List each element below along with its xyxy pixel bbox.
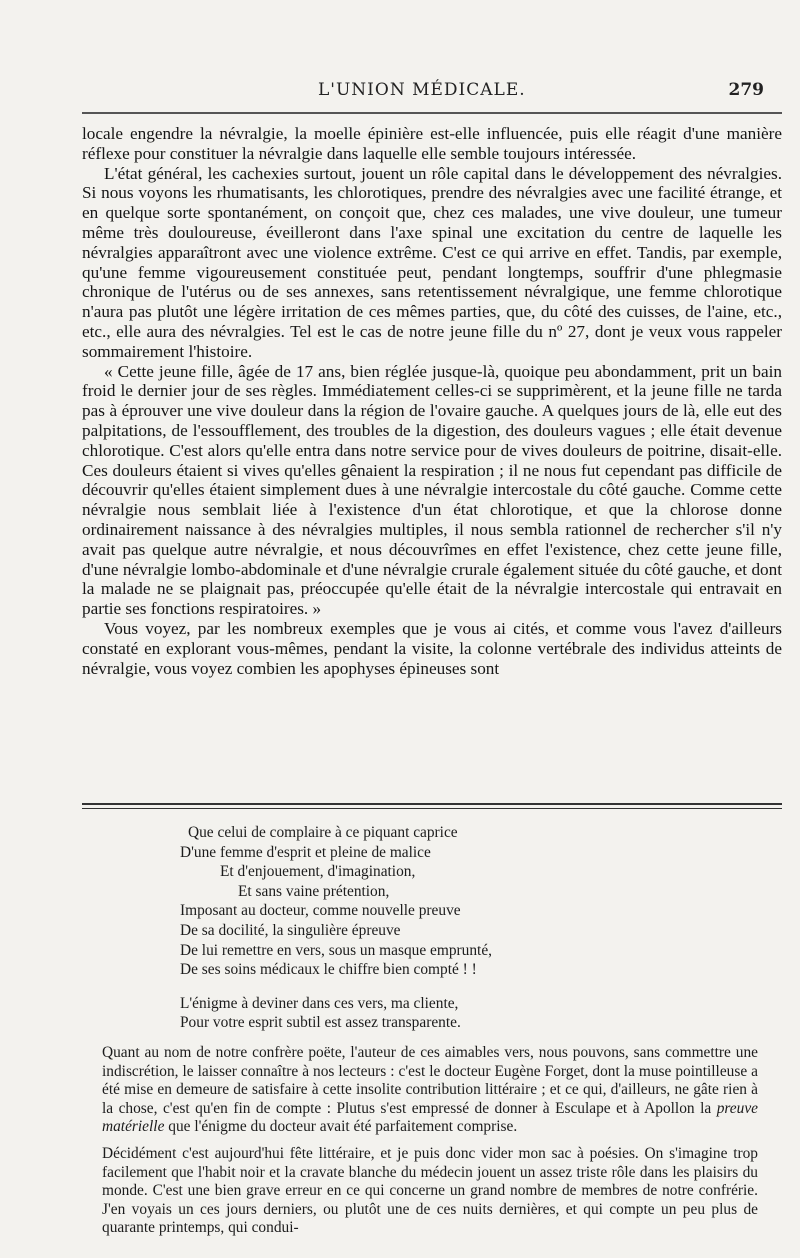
paragraph: Décidément c'est aujourd'hui fête littéraire, et je puis donc vider mon sac à poésies. On s'imagine trop facilement que l'habit noir et la cravate blanche du médecin jouent un assez triste rôle dans les plaisirs du monde. C'est une bien grave erreur en ce qui concerne un grand nombre de membres de notre confrérie. J'en voyais un ces jours derniers, ou plutôt une de ces nuits dernières, et qui compte un peu plus de quarante printemps, qui condui- [102, 1144, 758, 1237]
poem-line: De lui remettre en vers, sous un masque emprunté, [180, 941, 492, 959]
poem-line: De ses soins médicaux le chiffre bien compté ! ! [180, 961, 477, 979]
poem-line: Que celui de complaire à ce piquant caprice [188, 824, 458, 841]
text-run: Quant au nom de notre confrère poëte, l'auteur de ces aimables vers, nous pouvons, sans commettre une indiscrétion, le laisser connaître à nos lecteurs : c'est le docteur Eugène Forget, dont la muse pointilleuse a été mise en demeure de satisfaire à cette insolite contribution littéraire ; et ce qui, d'ailleurs, ne gâte rien à la chose, c'est qu'en fin de compte : Plutus s'est empressé de donner à Esculape et à Apollon la [102, 1044, 758, 1117]
main-text-column [82, 124, 782, 678]
header-rule [82, 112, 782, 114]
paragraph: « Cette jeune fille, âgée de 17 ans, bien réglée jusque-là, quoique peu abondamment, prit un bain froid le dernier jour de ses règles. Immédiatement celles-ci se supprimèrent, et la jeune fille ne tarda pas à éprouver une vive douleur dans la région de l'ovaire gauche. A quelques jours de là, elle eut des palpitations, de l'essoufflement, des troubles de la digestion, des douleurs vagues ; elle était devenue chlorotique. C'est alors qu'elle entra dans notre service pour de vives douleurs de poitrine, disait-elle. Ces douleurs étaient si vives qu'elles gênaient la respiration ; il ne nous fut cependant pas difficile de découvrir qu'elles étaient simplement dues à une névralgie intercostale du côté gauche. Comme cette névralgie nous semblait liée à l'existence d'un état chlorotique, et que la chlorose donne ordinairement naissance à des névralgies multiples, il nous sembla rationnel de rechercher s'il n'y avait pas quelque autre névralgie, et nous découvrîmes en effet l'existence, chez cette jeune fille, d'une névralgie lombo-abdominale et d'une névralgie crurale également située du côté gauche, et dont la malade ne se plaignait pas, préoccupée qu'elle était de la névralgie intercostale qui entravait en partie ses fonctions respiratoires. » [82, 361, 782, 619]
paragraph: L'état général, les cachexies surtout, jouent un rôle capital dans le développement des névralgies. Si nous voyons les rhumatisants, les chlorotiques, prendre des névralgies avec une facilité étrange, et en quelque sorte spontanément, on conçoit que, chez ces malades, une vive douleur, une tumeur même très douloureuse, éveilleront dans l'axe spinal une excitation du centre de laquelle les névralgies apparaîtront avec une violence extrême. C'est ce qui arrive en effet. Tandis, par exemple, qu'une femme vigoureusement constituée peut, pendant longtemps, souffrir d'une phlegmasie chronique de l'utérus ou de ses annexes, sans retentissement névralgique, une femme chlorotique n'aura pas plutôt une légère irritation de ces mêmes parties, que, du côté des cuisses, de l'aine, etc., etc., elle aura des névralgies. Tel est le cas de notre jeune fille du nº 27, dont je veux vous rappeler sommairement l'histoire. [82, 163, 782, 361]
section-divider [82, 803, 782, 809]
page-number: 279 [728, 80, 764, 100]
paragraph: locale engendre la névralgie, la moelle épinière est-elle influencée, puis elle réagit d'une manière réflexe pour constituer la névralgie dans laquelle elle semble toujours intéressée. [82, 124, 782, 163]
poem-line: Et sans vaine prétention, [238, 882, 390, 900]
running-title: L'UNION MÉDICALE. [318, 80, 526, 100]
poem-line: Et d'enjouement, d'imagination, [220, 863, 416, 881]
stanza-gap [180, 980, 740, 994]
page-header [82, 80, 782, 104]
poem-line: L'énigme à deviner dans ces vers, ma cliente, [180, 994, 459, 1012]
poem-line: D'une femme d'esprit et pleine de malice [180, 843, 431, 861]
poem [180, 823, 740, 1033]
italic-phrase: preuve matérielle [102, 1099, 758, 1136]
text-run: que l'énigme du docteur avait été parfaitement comprise. [168, 1118, 518, 1136]
paragraph [102, 1044, 758, 1137]
poem-line: De sa docilité, la singulière épreuve [180, 921, 401, 939]
paragraph: Vous voyez, par les nombreux exemples que je vous ai cités, et comme vous l'avez d'ailleurs constaté en explorant vous-mêmes, pendant la visite, la colonne vertébrale des individus atteints de névralgie, vous voyez combien les apophyses épineuses sont [82, 618, 782, 678]
poem-line: Imposant au docteur, comme nouvelle preuve [180, 902, 461, 920]
commentary-text [102, 1044, 758, 1238]
poem-line: Pour votre esprit subtil est assez transparente. [180, 1014, 461, 1032]
